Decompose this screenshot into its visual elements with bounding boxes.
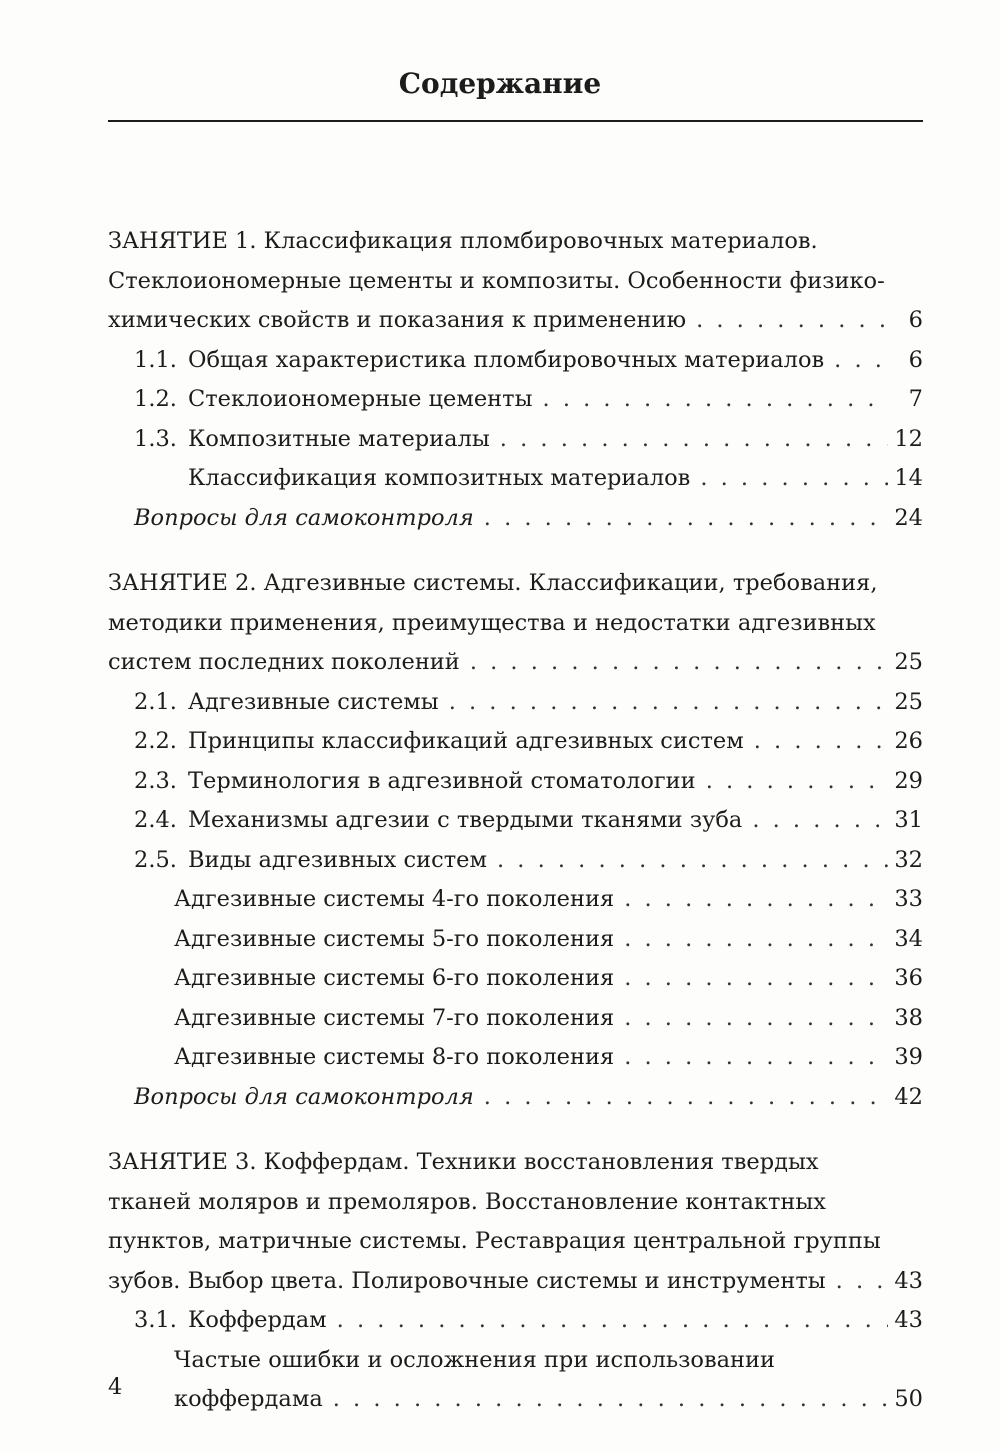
section-number: 2.4.	[134, 807, 177, 833]
toc-subentry[interactable]	[108, 1038, 923, 1078]
toc-entry[interactable]	[108, 341, 923, 381]
toc-subentry[interactable]	[108, 880, 923, 920]
section-title: Стеклоиономерные цементы	[188, 386, 533, 412]
dot-leader	[752, 801, 888, 841]
chapter-heading-line: ЗАНЯТИЕ 3. Коффердам. Техники восстановления твердых	[108, 1149, 819, 1175]
questions-entry[interactable]	[108, 1078, 923, 1118]
section-title: Композитные материалы	[188, 425, 490, 452]
page-ref: 32	[894, 846, 923, 873]
section-number: 2.1.	[134, 688, 177, 715]
page-title: Содержание	[398, 67, 602, 100]
chapter-heading-last-line: систем последних поколений	[108, 649, 460, 675]
toc-subentry[interactable]	[108, 459, 923, 499]
section-number: 1.1.	[134, 346, 177, 373]
dot-leader	[754, 722, 889, 762]
dot-leader	[624, 920, 888, 960]
dot-leader	[337, 1301, 889, 1341]
dot-leader	[700, 459, 888, 499]
page-ref: 25	[894, 688, 923, 715]
section-title: Терминология в адгезивной стоматологии	[188, 767, 696, 794]
section-title: Адгезивные системы	[188, 688, 439, 715]
dot-leader	[470, 643, 889, 683]
page-ref: 6	[908, 307, 923, 333]
chapter-1	[108, 222, 923, 538]
dot-leader	[449, 683, 889, 723]
dot-leader	[484, 1078, 889, 1118]
section-number: 2.5.	[134, 846, 177, 873]
toc-entry[interactable]	[108, 683, 923, 723]
section-number: 2.3.	[134, 767, 177, 794]
page-ref: 34	[894, 925, 923, 952]
subsection-title-line: Частые ошибки и осложнения при использовании	[174, 1346, 776, 1373]
toc-entry[interactable]	[108, 841, 923, 881]
dot-leader	[696, 301, 889, 341]
dot-leader	[484, 499, 889, 539]
chapter-heading-line: ЗАНЯТИЕ 2. Адгезивные системы. Классификации, требования,	[108, 570, 878, 596]
section-number: 1.2.	[134, 386, 177, 412]
section-number: 3.1.	[134, 1307, 177, 1333]
subsection-title: Адгезивные системы 4-го поколения	[174, 886, 615, 912]
chapter-heading-line: тканей моляров и премоляров. Восстановление контактных	[108, 1188, 827, 1215]
toc-entry[interactable]	[108, 801, 923, 841]
dot-leader	[706, 762, 889, 802]
chapter-heading-entry[interactable]	[108, 1262, 923, 1302]
page-ref: 42	[894, 1083, 923, 1110]
page-ref: 50	[894, 1386, 923, 1412]
chapter-3	[108, 1143, 923, 1420]
subsection-title: Адгезивные системы 8-го поколения	[174, 1044, 615, 1070]
chapter-heading-last-line: химических свойств и показания к применению	[108, 307, 687, 333]
page-ref: 33	[894, 886, 923, 912]
dot-leader	[624, 999, 888, 1039]
toc-subentry[interactable]	[108, 920, 923, 960]
dot-leader	[500, 420, 889, 460]
chapter-heading-entry[interactable]	[108, 643, 923, 683]
toc-entry[interactable]	[108, 420, 923, 460]
page-ref: 26	[894, 728, 923, 754]
page-number: 4	[108, 1374, 123, 1400]
page-ref: 29	[894, 767, 923, 794]
toc-entry[interactable]	[108, 1301, 923, 1341]
subsection-title: Классификация композитных материалов	[188, 465, 691, 491]
page-ref: 43	[894, 1267, 923, 1294]
dot-leader	[543, 380, 889, 420]
title-rule	[108, 120, 923, 122]
section-number: 1.3.	[134, 425, 177, 452]
dot-leader	[624, 1038, 888, 1078]
section-title: Общая характеристика пломбировочных материалов	[188, 346, 825, 373]
page-ref: 14	[894, 465, 923, 491]
chapter-2	[108, 564, 923, 1117]
toc-entry[interactable]	[108, 380, 923, 420]
table-of-contents	[108, 222, 923, 1446]
page-ref: 38	[894, 1004, 923, 1031]
page-ref: 43	[894, 1307, 923, 1333]
dot-leader	[333, 1380, 889, 1420]
page-ref: 12	[894, 425, 923, 452]
subsection-title: Адгезивные системы 5-го поколения	[174, 925, 615, 952]
toc-subentry[interactable]	[108, 999, 923, 1039]
subsection-title: Адгезивные системы 7-го поколения	[174, 1004, 615, 1031]
dot-leader	[836, 1262, 889, 1302]
chapter-heading-line: ЗАНЯТИЕ 1. Классификация пломбировочных материалов.	[108, 228, 818, 254]
page-ref: 24	[894, 504, 923, 531]
toc-subentry[interactable]	[108, 1380, 923, 1420]
page-ref: 7	[908, 386, 923, 412]
section-title: Виды адгезивных систем	[188, 846, 487, 873]
section-title: Коффердам	[188, 1307, 327, 1333]
chapter-heading-entry[interactable]	[108, 301, 923, 341]
section-title: Принципы классификаций адгезивных систем	[188, 728, 744, 754]
dot-leader	[497, 841, 888, 881]
toc-subentry[interactable]	[108, 959, 923, 999]
questions-title: Вопросы для самоконтроля	[134, 504, 474, 531]
questions-entry[interactable]	[108, 499, 923, 539]
dot-leader	[624, 880, 888, 920]
subsection-title-line: коффердама	[174, 1386, 323, 1412]
chapter-heading-line: методики применения, преимущества и недостатки адгезивных	[108, 609, 876, 636]
page-ref: 39	[894, 1044, 923, 1070]
page-ref: 36	[894, 965, 923, 991]
chapter-heading-line: Стеклоиономерные цементы и композиты. Особенности физико-	[108, 267, 885, 294]
page-ref: 25	[894, 649, 923, 675]
dot-leader	[624, 959, 888, 999]
questions-title: Вопросы для самоконтроля	[134, 1083, 474, 1110]
section-number: 2.2.	[134, 728, 177, 754]
chapter-heading-line: пунктов, матричные системы. Реставрация центральной группы	[108, 1228, 881, 1254]
toc-entry[interactable]	[108, 762, 923, 802]
page-ref: 6	[908, 346, 923, 373]
section-title: Механизмы адгезии с твердыми тканями зуба	[188, 807, 743, 833]
toc-entry[interactable]	[108, 722, 923, 762]
page-ref: 31	[894, 807, 923, 833]
chapter-heading-last-line: зубов. Выбор цвета. Полировочные системы и инструменты	[108, 1267, 826, 1294]
dot-leader	[834, 341, 889, 381]
subsection-title: Адгезивные системы 6-го поколения	[174, 965, 615, 991]
